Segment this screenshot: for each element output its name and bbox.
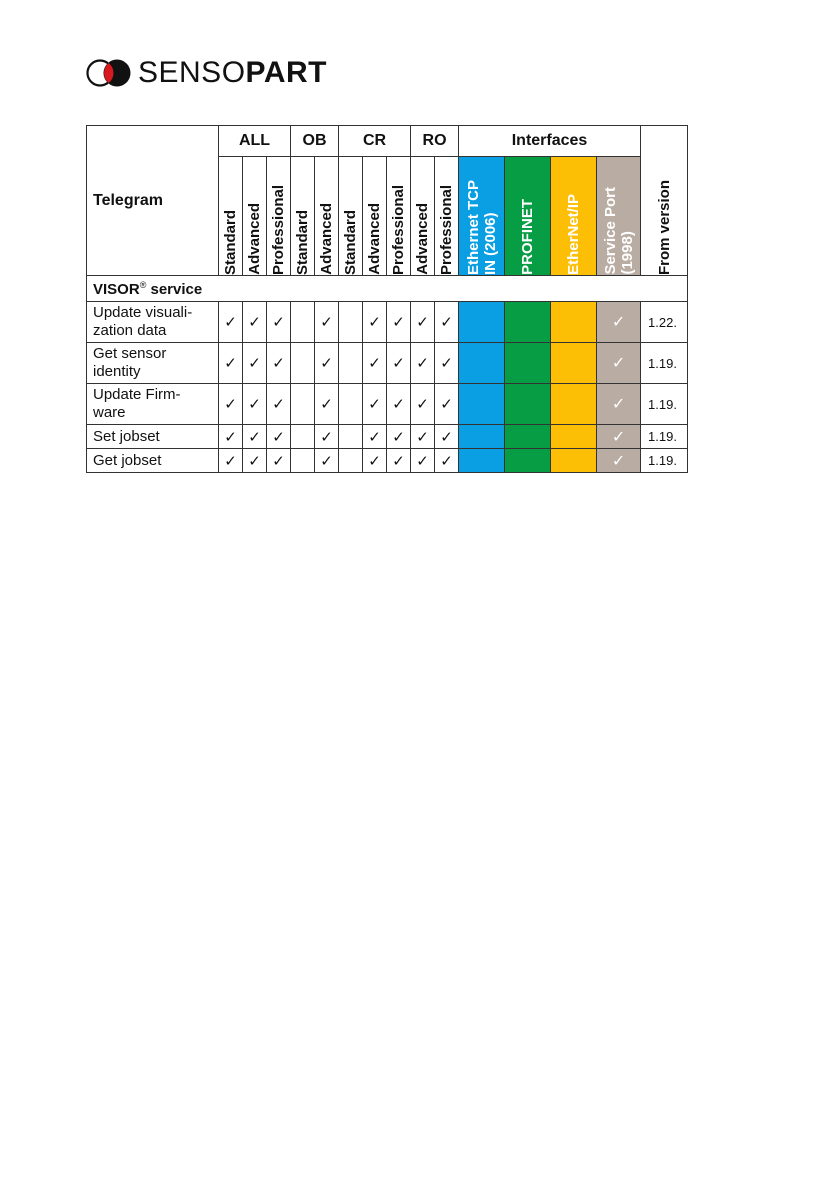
check-cell: ✓ — [219, 449, 243, 473]
interface-cell-eip — [551, 449, 597, 473]
table-row — [87, 449, 688, 473]
group-header-all: ALL — [219, 126, 291, 157]
group-header-ob: OB — [291, 126, 339, 157]
check-cell: ✓ — [363, 343, 387, 384]
interface-cell-eip — [551, 302, 597, 343]
subheader-ob-standard: Standard — [291, 157, 315, 276]
check-cell: ✓ — [243, 425, 267, 449]
section-visor-service: VISOR® service — [87, 276, 688, 302]
interface-cell-eth — [459, 425, 505, 449]
check-cell — [339, 384, 363, 425]
check-cell: ✓ — [435, 302, 459, 343]
interface-cell-pro — [505, 343, 551, 384]
check-cell: ✓ — [243, 384, 267, 425]
check-cell: ✓ — [363, 302, 387, 343]
table-row — [87, 384, 688, 425]
check-cell: ✓ — [267, 302, 291, 343]
interface-cell-svc: ✓ — [597, 425, 641, 449]
subheader-all-standard: Standard — [219, 157, 243, 276]
check-cell: ✓ — [435, 449, 459, 473]
check-cell: ✓ — [387, 343, 411, 384]
brand-name-bold: PART — [245, 56, 327, 89]
subheader-service-port: Service Port (1998) — [597, 157, 641, 276]
telegram-name: Get jobset — [87, 449, 219, 473]
interface-cell-eth — [459, 449, 505, 473]
group-header-cr: CR — [339, 126, 411, 157]
check-cell: ✓ — [219, 302, 243, 343]
group-header-ro: RO — [411, 126, 459, 157]
interface-cell-pro — [505, 384, 551, 425]
check-cell: ✓ — [387, 384, 411, 425]
check-cell: ✓ — [315, 425, 339, 449]
table-row — [87, 425, 688, 449]
interface-cell-pro — [505, 449, 551, 473]
interface-cell-pro — [505, 425, 551, 449]
check-cell: ✓ — [387, 425, 411, 449]
check-cell: ✓ — [315, 343, 339, 384]
version-cell: 1.19. — [641, 425, 688, 449]
brand-wordmark — [138, 56, 327, 90]
check-cell: ✓ — [411, 449, 435, 473]
subheader-cr-standard: Standard — [339, 157, 363, 276]
check-cell: ✓ — [267, 449, 291, 473]
version-cell: 1.19. — [641, 449, 688, 473]
subheader-ethernet-tcp: Ethernet TCP IN (2006) — [459, 157, 505, 276]
check-cell: ✓ — [435, 425, 459, 449]
brand-name-light: SENSO — [138, 56, 246, 89]
check-cell: ✓ — [267, 343, 291, 384]
check-cell — [291, 449, 315, 473]
check-cell — [339, 425, 363, 449]
sensopart-logo — [86, 56, 326, 90]
telegram-name: Get sensor identity — [87, 343, 219, 384]
from-version-label: From version — [655, 179, 673, 275]
check-cell: ✓ — [243, 449, 267, 473]
check-cell: ✓ — [363, 425, 387, 449]
telegram-header: Telegram — [87, 126, 219, 276]
sensopart-logo-icon — [86, 58, 132, 88]
check-cell — [291, 384, 315, 425]
check-cell — [291, 343, 315, 384]
check-cell — [339, 449, 363, 473]
table-body — [87, 302, 688, 473]
interface-cell-svc: ✓ — [597, 343, 641, 384]
check-cell: ✓ — [411, 343, 435, 384]
check-cell — [339, 343, 363, 384]
subheader-cr-advanced: Advanced — [363, 157, 387, 276]
check-cell: ✓ — [435, 384, 459, 425]
telegram-name: Update Firm- ware — [87, 384, 219, 425]
check-cell: ✓ — [411, 384, 435, 425]
check-cell — [291, 302, 315, 343]
check-cell — [291, 425, 315, 449]
check-cell: ✓ — [243, 302, 267, 343]
interface-cell-eip — [551, 384, 597, 425]
check-cell: ✓ — [315, 449, 339, 473]
check-cell: ✓ — [315, 384, 339, 425]
interface-cell-eip — [551, 425, 597, 449]
interface-cell-svc: ✓ — [597, 449, 641, 473]
interface-cell-eip — [551, 343, 597, 384]
check-cell: ✓ — [219, 384, 243, 425]
version-cell: 1.19. — [641, 384, 688, 425]
check-cell — [339, 302, 363, 343]
check-cell: ✓ — [243, 343, 267, 384]
check-cell: ✓ — [387, 449, 411, 473]
check-cell: ✓ — [219, 343, 243, 384]
subheader-ob-advanced: Advanced — [315, 157, 339, 276]
telegram-name: Set jobset — [87, 425, 219, 449]
check-cell: ✓ — [435, 343, 459, 384]
subheader-cr-professional: Professional — [387, 157, 411, 276]
subheader-profinet: PROFINET — [505, 157, 551, 276]
subheader-ethernet-ip: EtherNet/IP — [551, 157, 597, 276]
version-cell: 1.19. — [641, 343, 688, 384]
check-cell: ✓ — [387, 302, 411, 343]
from-version-header — [641, 126, 688, 276]
interface-cell-eth — [459, 302, 505, 343]
check-cell: ✓ — [219, 425, 243, 449]
interface-cell-eth — [459, 343, 505, 384]
check-cell: ✓ — [411, 425, 435, 449]
telegram-table — [86, 125, 688, 473]
subheader-ro-advanced: Advanced — [411, 157, 435, 276]
table-row — [87, 343, 688, 384]
version-cell: 1.22. — [641, 302, 688, 343]
table-row — [87, 302, 688, 343]
subheader-all-advanced: Advanced — [243, 157, 267, 276]
interface-cell-pro — [505, 302, 551, 343]
telegram-name: Update visuali- zation data — [87, 302, 219, 343]
check-cell: ✓ — [315, 302, 339, 343]
check-cell: ✓ — [363, 449, 387, 473]
group-header-interfaces: Interfaces — [459, 126, 641, 157]
subheader-ro-professional: Professional — [435, 157, 459, 276]
subheader-all-professional: Professional — [267, 157, 291, 276]
check-cell: ✓ — [267, 425, 291, 449]
check-cell: ✓ — [267, 384, 291, 425]
interface-cell-svc: ✓ — [597, 384, 641, 425]
check-cell: ✓ — [363, 384, 387, 425]
check-cell: ✓ — [411, 302, 435, 343]
interface-cell-eth — [459, 384, 505, 425]
interface-cell-svc: ✓ — [597, 302, 641, 343]
